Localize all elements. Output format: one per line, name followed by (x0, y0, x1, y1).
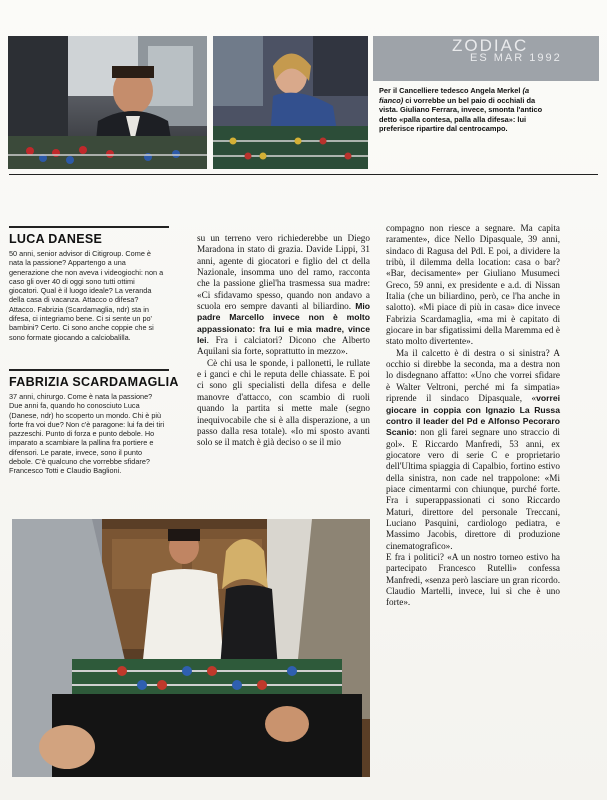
caption-text-post: ci vorrebbe un bel paio di occhiali da vista. Giuliano Ferrara, invece, smonta l'antico detto «palla contesa, palla alla difesa»: lui preferisce ripartire dal centrocampo. (379, 95, 543, 134)
col2-p2: Cè chi usa le sponde, i pallonetti, le rullate e i ganci e chi le reputa delle chiassate. E poi ci sono gli specialisti della difesa e delle manovre d'attacco, con scambio di ruoli quando la partita si mette male (segno inequivocabile che si è alla disperazione, a un passo dalla resa totale). «Io mi sposto avanti solo se il match è già deciso o se il mio (197, 357, 370, 448)
magazine-subtitle: ES MAR 1992 (470, 52, 562, 64)
col2-p1-end: . Fra i calciatori? Dicono che Alberto Aquilani sia forte, soprattutto in mezzo». (197, 335, 370, 357)
col3-p2-end: : non gli farei segnare uno straccio di gol». E Riccardo Manfredi, 53 anni, ex giocatore vero di serie C e proprietario dell'Ultima spiaggia di Capalbio, fortino estivo della sinistra, non cade nel trappolone: «Mi piace cimentarmi con chiunque, purché forte. Fra i superappassionati ci sono Riccardo Maturi, direttore del personale Treccani, Luciano Pasquini, cardiologo pediatra, e Massimo Jacobis, direttore di produzione cinematografico». (386, 427, 560, 551)
col2-p1-bold: Mio padre Marcello invece non è molto appassionato: fra lui e mia madre, vince lei (197, 301, 370, 346)
caption-text-pre: Per il Cancelliere tedesco Angela Merkel (379, 86, 523, 95)
photo-woman-foosball (213, 36, 368, 169)
sidebar-name-fabrizia: FABRIZIA SCARDAMAGLIA (9, 375, 179, 389)
article-column-3 (386, 223, 560, 609)
article-column-2 (197, 233, 370, 449)
divider-sidebar-top (9, 226, 169, 228)
col3-p1: compagno non riesce a segnare. Ma capita raramente», dice Nello Dipasquale, 39 anni, sindaco di Ragusa del Pdl. E poi, a dividere la tribù, il dilemma della location: casa o bar? «Bar, decisamente» per Giuliano Musumeci Greco, 59 anni, ex presidente e a.d. di Nissan Italia (che un biliardino, però, ce l'ha anche in salotto). «Mi piace di più in casa» dice invece Fabrizia Scardamaglia, «ma mi è capitato di giocare in bar sfigatissimi della Maremma ed è stato molto divertente». (386, 223, 560, 347)
sidebar-text-fabrizia: 37 anni, chirurgo. Come è nata la passione? Due anni fa, quando ho conosciuto Luca (Danese, ndr) ho scoperto un mondo. Chi è più forte fra voi due? Non c'è paragone: lui fa dei tiri pazzeschi. Punto di forza e punto debole. Ho imparato a scambiare la pallina fra portiere e difensori. Le parate, invece, sono il punto debole. C'è qualcuno che vorrebbe sfidare? Francesco Totti e Claudio Baglioni. (9, 392, 165, 476)
photo-caption (379, 86, 549, 134)
divider-under-caption (379, 174, 598, 175)
col2-p1-start: su un terreno vero richiederebbe un Diego Maradona in stato di grazia. Davide Lippi, 31 anni, agente di giocatori e figlio del ct della Nazionale, insomma uno del ramo, racconta che la passione gliel'ha trasmessa sua madre: «Ci sfidavamo spesso, quando non andavo a scuola ero sempre davanti al biliardino. (197, 233, 370, 312)
divider-sidebar-mid (9, 369, 169, 371)
sidebar-text-luca: 50 anni, senior advisor di Citigroup. Come è nata la passione? Appartengo a una generazione che non aveva i videogiochi: non a caso gli over 40 di oggi sono tutti ottimi giocatori. Qual è il luogo ideale? La veranda della casa di vacanza. Attacco o difesa? Attacco. Fabrizia (Scardamaglia, ndr) sta in difesa, ci integriamo bene. Ci si sente un po' bambini? Certo. Ci sono anche coppie che si sono formate giocando a calciobalilla. (9, 249, 164, 342)
caption-text-em: (a fianco) (379, 86, 530, 105)
photo-couple-foosball (12, 519, 370, 777)
col3-p2-start: Ma il calcetto è di destra o si sinistra? A occhio si direbbe la seconda, ma a destra non lo disdegnano affatto: «Uno che vorrei sfidare è Walter Veltroni, perché mi fa simpatia» riprende il sindaco Dipasquale, « (386, 347, 560, 404)
photo-man-foosball (8, 36, 207, 169)
sidebar-name-luca: LUCA DANESE (9, 232, 103, 246)
col3-p3: E fra i politici? «A un nostro torneo estivo ha partecipato Francesco Rutelli» confessa Manfredi, «senza però lasciare un gran ricordo. Claudio Martelli, invece, lui sì che è uno forte». (386, 551, 560, 608)
magazine-wordmark: ZODIAC (452, 36, 529, 55)
col3-p2-bold: vorrei giocare in coppia con Ignazio La Russa contro il leader del Pd e Alfonso Pecoraro Scanio (386, 393, 560, 438)
